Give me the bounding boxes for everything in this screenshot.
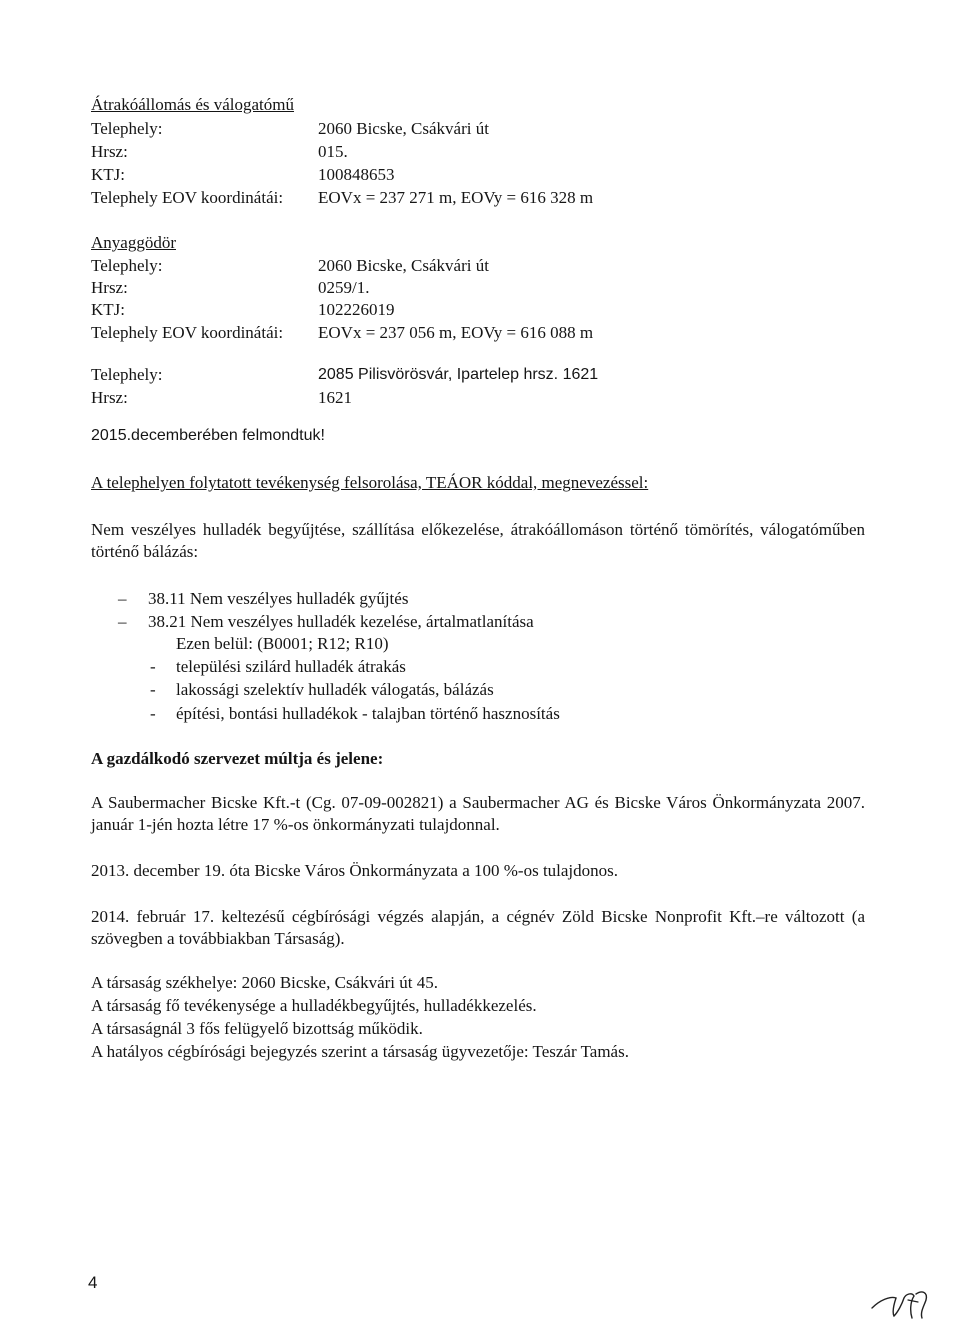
history-fact: A társaság székhelye: 2060 Bicske, Csákvári út 45. (91, 973, 439, 992)
activity-sub-intro: Ezen belül: (B0001; R12; R10) (176, 634, 389, 653)
s1-label-telephely: Telephely: (91, 119, 163, 138)
s1-label-eov: Telephely EOV koordinátái: (91, 188, 284, 207)
history-paragraph-3: 2014. február 17. keltezésű cégbírósági végzés alapján, a cégnév Zöld Bicske Nonprofit Kft.–re változott (a szövegben a továbbiakban Társaság). (91, 907, 865, 948)
s2-value-telephely: 2060 Bicske, Csákvári út (318, 256, 489, 275)
handwritten-initials-icon (868, 1282, 934, 1322)
page-number: 4 (88, 1273, 98, 1292)
s3-value-telephely: 2085 Pilisvörösvár, Ipartelep hrsz. 1621 (318, 366, 599, 383)
history-heading: A gazdálkodó szervezet múltja és jelene: (91, 749, 384, 768)
s1-value-hrsz: 015. (318, 142, 348, 161)
history-fact: A hatályos cégbírósági bejegyzés szerint a társaság ügyvezetője: Teszár Tamás. (91, 1042, 629, 1061)
s3-note: 2015.decemberében felmondtuk! (91, 427, 325, 444)
activity-subitem: építési, bontási hulladékok - talajban történő hasznosítás (176, 704, 560, 723)
s3-label-telephely: Telephely: (91, 365, 163, 384)
history-fact: A társaságnál 3 fős felügyelő bizottság működik. (91, 1019, 423, 1038)
activity-subitem: települési szilárd hulladék átrakás (176, 657, 406, 676)
dash-marker: - (150, 680, 156, 699)
dash-marker: - (150, 704, 156, 723)
dash-marker: – (118, 589, 127, 608)
s2-value-hrsz: 0259/1. (318, 278, 370, 297)
section2-title: Anyaggödör (91, 233, 176, 252)
history-fact: A társaság fő tevékenysége a hulladékbegyűjtés, hulladékkezelés. (91, 996, 537, 1015)
s3-label-hrsz: Hrsz: (91, 388, 128, 407)
s3-value-hrsz: 1621 (318, 388, 352, 407)
activity-subitem: lakossági szelektív hulladék válogatás, bálázás (176, 680, 494, 699)
s1-value-ktj: 100848653 (318, 165, 395, 184)
s2-label-hrsz: Hrsz: (91, 278, 128, 297)
dash-marker: – (118, 612, 127, 631)
s1-label-ktj: KTJ: (91, 165, 125, 184)
activity-item-3811: 38.11 Nem veszélyes hulladék gyűjtés (148, 589, 409, 608)
activity-item-3821: 38.21 Nem veszélyes hulladék kezelése, ártalmatlanítása (148, 612, 534, 631)
s1-value-eov: EOVx = 237 271 m, EOVy = 616 328 m (318, 188, 594, 207)
s1-value-telephely: 2060 Bicske, Csákvári út (318, 119, 489, 138)
s1-label-hrsz: Hrsz: (91, 142, 128, 161)
history-paragraph-1: A Saubermacher Bicske Kft.-t (Cg. 07-09-002821) a Saubermacher AG és Bicske Város Önkormányzata 2007. január 1-jén hozta létre 17 %-os önkormányzati tulajdonnal. (91, 793, 865, 834)
s2-value-eov: EOVx = 237 056 m, EOVy = 616 088 m (318, 323, 594, 342)
s2-value-ktj: 102226019 (318, 300, 395, 319)
s2-label-telephely: Telephely: (91, 256, 163, 275)
section1-title: Átrakóállomás és válogatómű (91, 95, 295, 114)
activities-heading: A telephelyen folytatott tevékenység felsorolása, TEÁOR kóddal, megnevezéssel: (91, 473, 649, 492)
dash-marker: - (150, 657, 156, 676)
history-paragraph-2: 2013. december 19. óta Bicske Város Önkormányzata a 100 %-os tulajdonos. (91, 861, 619, 880)
s2-label-eov: Telephely EOV koordinátái: (91, 323, 284, 342)
s2-label-ktj: KTJ: (91, 300, 125, 319)
activities-intro: Nem veszélyes hulladék begyűjtése, szállítása előkezelése, átrakóállomáson történő tömörítés, válogatóműben történő bálázás: (91, 520, 865, 561)
